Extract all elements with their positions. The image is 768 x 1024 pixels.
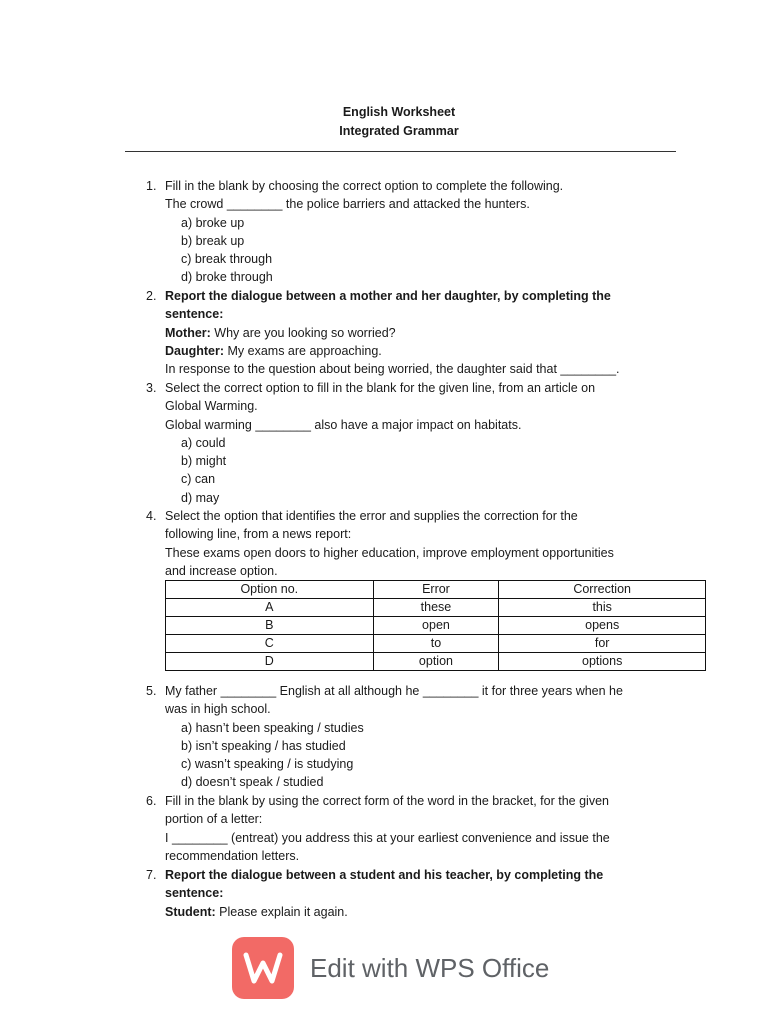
dialogue-line-daughter (165, 342, 695, 360)
worksheet-subtitle: Integrated Grammar (339, 124, 459, 138)
table-cell: B (166, 617, 374, 635)
question-text: following line, from a news report: (165, 527, 352, 542)
question-6 (146, 792, 695, 865)
table-cell: these (373, 599, 499, 617)
table-row (166, 635, 706, 653)
question-1 (146, 177, 695, 287)
table-cell: this (499, 599, 706, 617)
table-row (166, 653, 706, 671)
error-correction-table (165, 580, 706, 671)
question-text: My father ________ English at all although he ________ it for three years when he (165, 684, 623, 698)
answer-option: a) hasn’t been speaking / studies (181, 720, 364, 735)
edit-with-wps-banner[interactable] (232, 936, 549, 1000)
question-text: Fill in the blank by using the correct form of the word in the bracket, for the given (165, 794, 609, 808)
table-header: Error (373, 581, 499, 599)
question-number: 7. (146, 868, 157, 882)
answer-option: a) broke up (181, 215, 245, 230)
question-number: 2. (146, 289, 157, 303)
answer-option: d) broke through (181, 270, 273, 285)
dialogue-line-mother (165, 324, 695, 342)
question-text: These exams open doors to higher education, improve employment opportunities (165, 545, 614, 560)
answer-option: b) isn’t speaking / has studied (181, 738, 346, 753)
title-divider (125, 151, 676, 152)
table-header: Correction (499, 581, 706, 599)
table-cell: options (499, 653, 706, 671)
table-cell: C (166, 635, 374, 653)
question-text: Report the dialogue between a mother and her daughter, by completing the (165, 289, 611, 303)
question-number: 4. (146, 509, 157, 523)
question-text: I ________ (entreat) you address this at your earliest convenience and issue the (165, 830, 610, 845)
answer-option: b) might (181, 454, 227, 469)
question-text: was in high school. (165, 702, 271, 717)
dialogue-text: Please explain it again. (215, 904, 348, 919)
table-cell: opens (499, 617, 706, 635)
question-text: Report the dialogue between a student and his teacher, by completing the (165, 868, 604, 882)
question-number: 6. (146, 794, 157, 808)
answer-option: a) could (181, 435, 226, 450)
question-5 (146, 682, 695, 792)
table-cell: open (373, 617, 499, 635)
table-row (166, 599, 706, 617)
question-text: portion of a letter: (165, 812, 263, 827)
table-header: Option no. (166, 581, 374, 599)
question-text: sentence: (165, 307, 224, 322)
speaker-label: Daughter: (165, 343, 225, 358)
question-3 (146, 379, 695, 507)
question-prompt: In response to the question about being worried, the daughter said that ________. (165, 362, 620, 377)
table-header-row (166, 581, 706, 599)
answer-option: d) may (181, 490, 220, 505)
table-cell: for (499, 635, 706, 653)
question-number: 5. (146, 684, 157, 698)
answer-option: b) break up (181, 233, 245, 248)
table-cell: D (166, 653, 374, 671)
question-text: sentence: (165, 886, 224, 901)
wps-logo-icon (232, 937, 294, 999)
question-number: 1. (146, 179, 157, 193)
question-text: and increase option. (165, 563, 278, 578)
question-2 (146, 287, 695, 378)
table-cell: to (373, 635, 499, 653)
question-text: The crowd ________ the police barriers and attacked the hunters. (165, 197, 530, 212)
question-text: Select the option that identifies the error and supplies the correction for the (165, 509, 578, 523)
table-cell: option (373, 653, 499, 671)
answer-option: c) break through (181, 252, 273, 267)
dialogue-text: Why are you looking so worried? (210, 325, 396, 340)
speaker-label: Student: (165, 904, 216, 919)
dialogue-line-student (165, 903, 695, 921)
answer-option: d) doesn’t speak / studied (181, 775, 324, 790)
wps-banner-text: Edit with WPS Office (310, 952, 550, 983)
question-text: recommendation letters. (165, 848, 300, 863)
question-number: 3. (146, 381, 157, 395)
table-row (166, 617, 706, 635)
answer-option: c) wasn’t speaking / is studying (181, 757, 354, 772)
question-4 (146, 507, 695, 580)
question-text: Global warming ________ also have a major impact on habitats. (165, 417, 522, 432)
question-7 (146, 866, 695, 921)
question-text: Global Warming. (165, 399, 258, 414)
table-cell: A (166, 599, 374, 617)
speaker-label: Mother: (165, 325, 211, 340)
question-text: Fill in the blank by choosing the correct option to complete the following. (165, 179, 564, 193)
dialogue-text: My exams are approaching. (224, 343, 382, 358)
answer-option: c) can (181, 472, 216, 487)
question-text: Select the correct option to fill in the blank for the given line, from an article on (165, 381, 596, 395)
worksheet-title: English Worksheet (342, 105, 456, 119)
